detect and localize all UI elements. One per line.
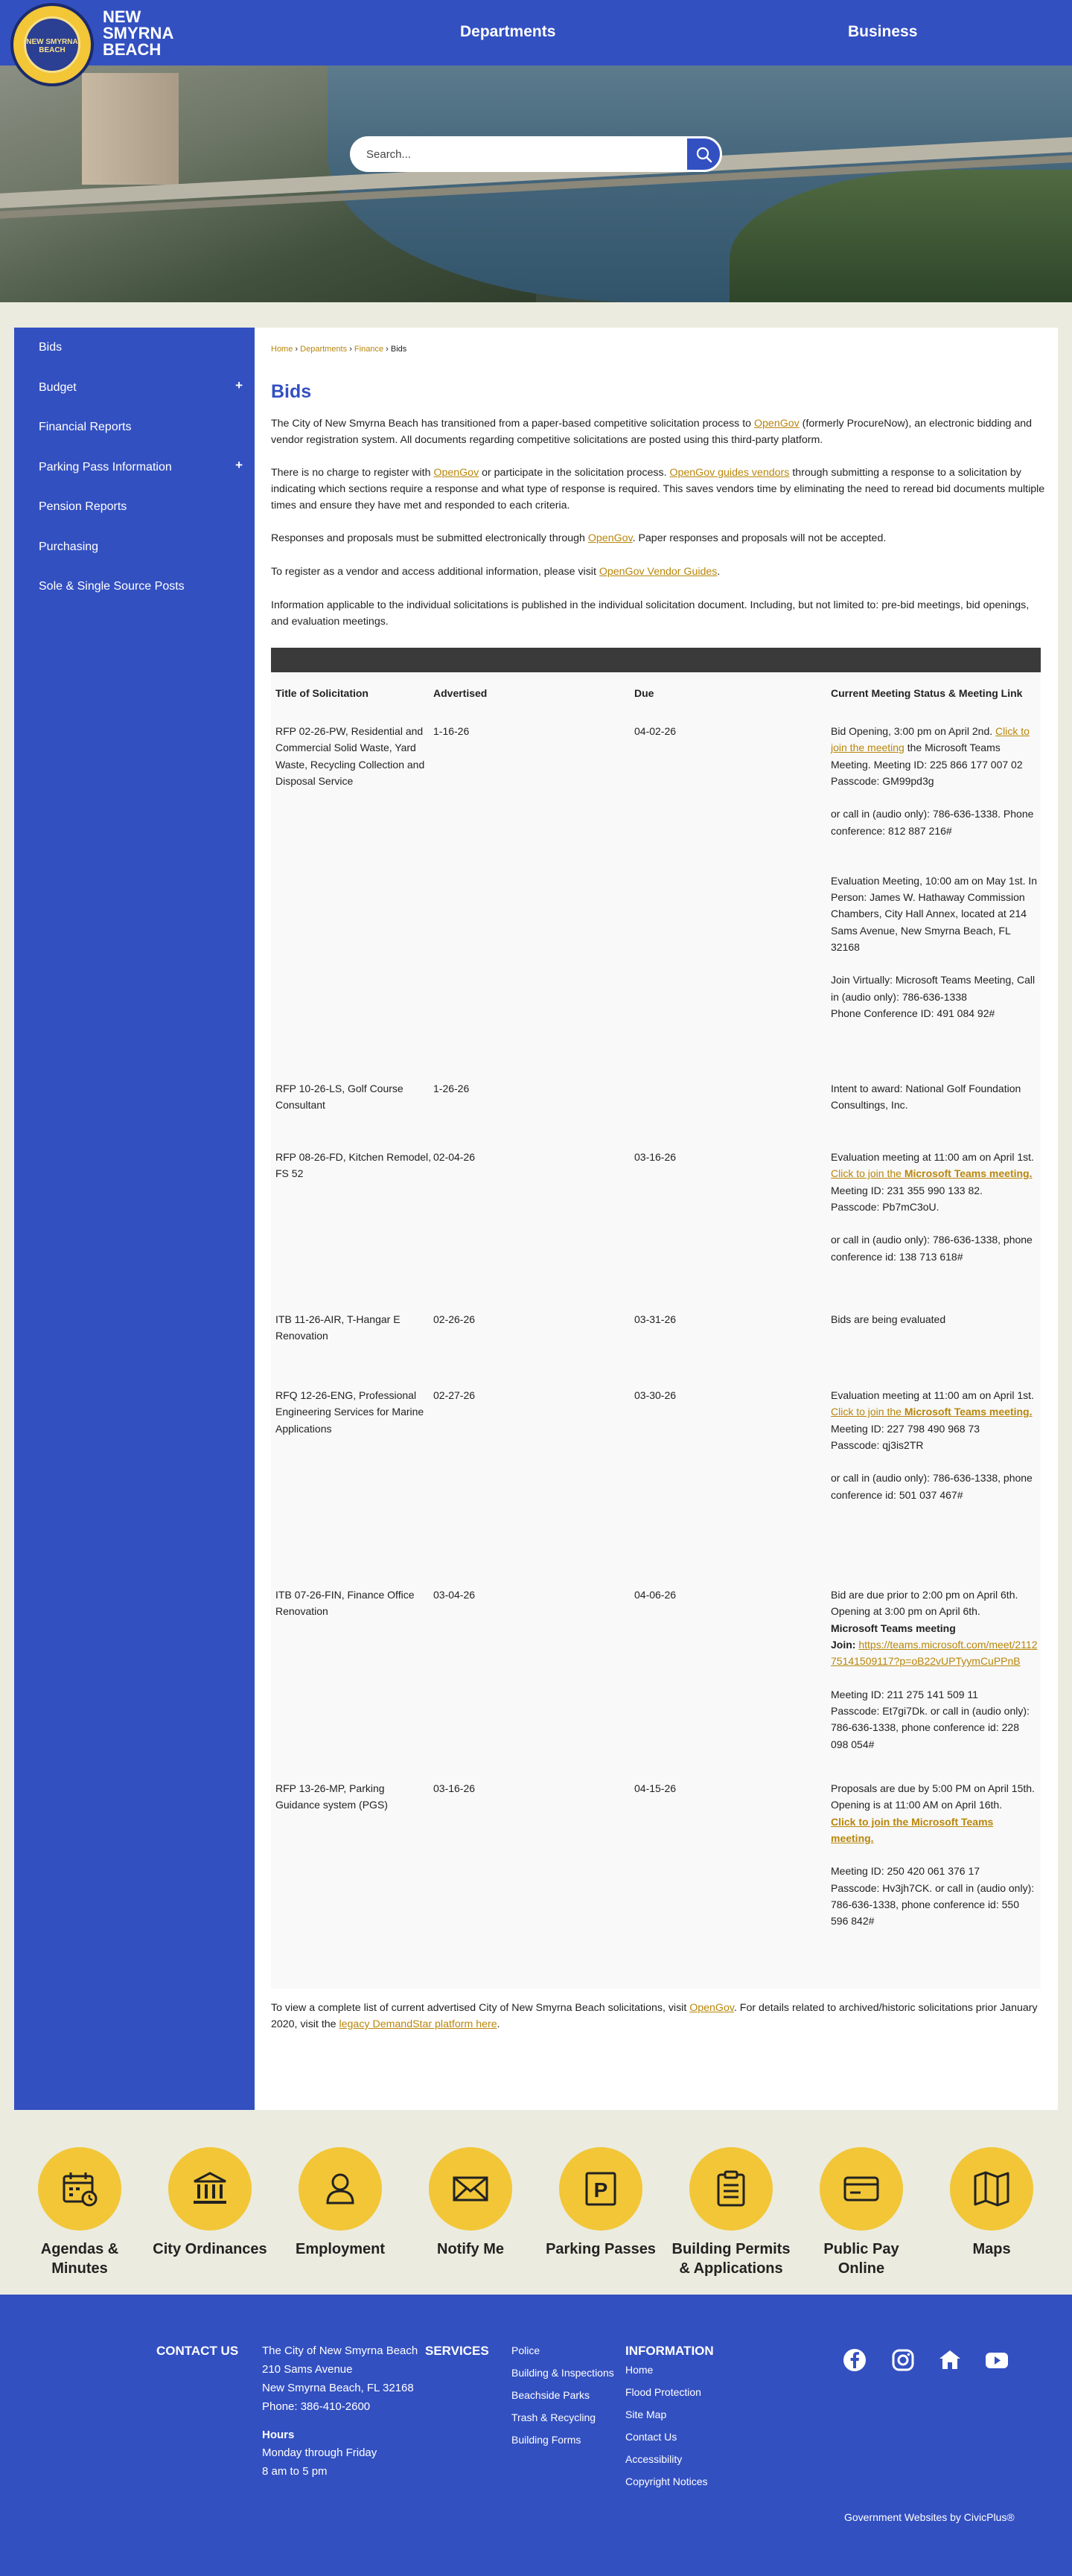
quicklink-label: Public Pay Online (823, 2241, 899, 2277)
opengov-link[interactable]: OpenGov (754, 418, 800, 430)
page-title: Bids (271, 381, 312, 402)
intro-paragraph (271, 415, 1045, 448)
text: Building Permits (671, 2241, 791, 2257)
text: Join: (831, 1638, 859, 1651)
hours-line: 8 am to 5 pm (262, 2465, 328, 2478)
footer-link-home[interactable]: Home (625, 2364, 654, 2376)
sidebar-item-label: Purchasing (39, 540, 99, 553)
breadcrumb-separator: › (295, 345, 299, 354)
text: . For details related to archived/historic solicitations prior January 2020, visit the (271, 2002, 1038, 2030)
text: Responses and proposals must be submitted electronically through (271, 532, 588, 544)
search-icon (696, 147, 712, 163)
due-date: 04-06-26 (634, 1589, 677, 1601)
text: Meeting ID: 231 355 990 133 82. (831, 1184, 983, 1196)
sidebar-item-pension-reports[interactable] (14, 487, 255, 527)
footer-link-police[interactable]: Police (511, 2344, 540, 2356)
parking-icon (582, 2170, 619, 2207)
text: Evaluation meeting at 11:00 am on April 1st. (831, 1151, 1034, 1163)
breadcrumb-separator: › (386, 345, 389, 354)
meeting-status (831, 723, 1038, 1021)
sidebar-item-bids[interactable] (14, 328, 255, 368)
sidebar-item-parking-pass[interactable] (14, 447, 255, 488)
text: . (717, 566, 721, 578)
quicklink-label (671, 2239, 791, 2278)
solicitation-title: ITB 07-26-FIN, Finance Office Renovation (275, 1589, 415, 1618)
sidebar-item-label: Bids (39, 341, 63, 354)
text: Evaluation meeting at 11:00 am on April 1st. (831, 1389, 1034, 1401)
join-meeting-link[interactable]: Click to join the (831, 1167, 904, 1180)
contact-line: 210 Sams Avenue (262, 2363, 353, 2376)
table-row (271, 1071, 1041, 1140)
due-date: 04-02-26 (634, 725, 677, 737)
text: (formerly ProcureNow), an electronic bidding and vendor registration system. All documents regarding competitive solicitations are posted using this third-party platform. (271, 418, 1032, 446)
advertised-date: 03-16-26 (433, 1782, 476, 1794)
demandstar-link[interactable]: legacy DemandStar platform here (339, 2018, 497, 2030)
content-panel (14, 328, 1058, 2110)
breadcrumb-home[interactable]: Home (271, 345, 293, 354)
quicklink-label (20, 2239, 139, 2278)
contact-phone[interactable]: Phone: 386-410-2600 (262, 2400, 371, 2413)
breadcrumb-finance[interactable]: Finance (354, 345, 384, 354)
quicklink-parking-passes[interactable] (541, 2147, 660, 2259)
text: Agendas & (40, 2241, 119, 2257)
services-heading: SERVICES (425, 2344, 489, 2358)
footer-link-contact-us[interactable]: Contact Us (625, 2431, 677, 2443)
facebook-icon[interactable] (842, 2347, 867, 2373)
contact-address (262, 2341, 418, 2416)
table-row (271, 1378, 1041, 1578)
table-row (271, 1578, 1041, 1771)
table-header-row (271, 672, 1041, 714)
text: Bid Opening, 3:00 pm on April 2nd. (831, 725, 996, 737)
text: Meeting ID: 211 275 141 509 11 (831, 1688, 978, 1700)
meeting-status (831, 1780, 1038, 1930)
join-meeting-link[interactable]: Click to join the meeting (831, 725, 1030, 754)
sidebar-item-financial-reports[interactable] (14, 407, 255, 447)
quicklink-building-permits[interactable] (671, 2147, 791, 2278)
contact-heading: CONTACT US (156, 2344, 239, 2358)
footer-link-beachside-parks[interactable]: Beachside Parks (511, 2389, 590, 2401)
meeting-status: Intent to award: National Golf Foundation Consultings, Inc. (831, 1083, 1021, 1112)
teams-meeting-link[interactable]: Microsoft Teams meeting. (904, 1167, 1033, 1180)
teams-meeting-link[interactable]: Microsoft Teams meeting. (904, 1406, 1033, 1418)
sidebar-item-label: Parking Pass Information (39, 460, 172, 474)
hours-heading: Hours (262, 2429, 295, 2441)
quicklink-maps[interactable] (932, 2147, 1051, 2259)
teams-url-link[interactable]: https://teams.microsoft.com/meet/211275141509117?p=oB22vUPTyymCuPPnB (831, 1638, 1038, 1668)
opengov-link[interactable]: OpenGov (587, 532, 633, 544)
text: Passcode: qj3is2TR (831, 1438, 924, 1451)
search-input[interactable] (350, 136, 685, 172)
quicklink-ordinances[interactable] (150, 2147, 269, 2259)
site-name-line: NEW (103, 7, 141, 26)
text: & Applications (679, 2260, 783, 2277)
svg-text:P: P (593, 2178, 608, 2202)
footer-link-building-forms[interactable]: Building Forms (511, 2434, 581, 2446)
text: the Microsoft Teams Meeting. Meeting ID: 225 866 177 007 02 (831, 742, 1023, 771)
quicklink-circle (38, 2147, 121, 2231)
quicklink-label: Parking Passes (546, 2241, 656, 2257)
quicklink-circle (820, 2147, 903, 2231)
seal-emblem (24, 16, 80, 73)
sidebar-item-label: Sole & Single Source Posts (39, 580, 185, 593)
sidebar-item-budget[interactable] (14, 368, 255, 408)
sidebar-item-label: Pension Reports (39, 500, 127, 513)
text: . (497, 2018, 500, 2030)
quicklink-circle (559, 2147, 642, 2231)
join-meeting-link[interactable]: Click to join the (831, 1406, 904, 1418)
text: There is no charge to register with (271, 467, 434, 479)
text: Minutes (51, 2260, 108, 2277)
table-row (271, 714, 1041, 1071)
opengov-vendor-guides-link[interactable]: OpenGov Vendor Guides (599, 566, 718, 578)
advertised-date: 02-26-26 (433, 1313, 476, 1325)
opengov-guides-link[interactable]: OpenGov guides vendors (669, 467, 790, 479)
solicitation-title: RFP 02-26-PW, Residential and Commercial Solid Waste, Yard Waste, Recycling Collection and Disposal Service (275, 725, 425, 787)
text: Passcode: Hv3jh7CK. or call in (audio only): 786-636-1338, phone conference id: 550 596 842# (831, 1881, 1035, 1928)
breadcrumb-separator: › (349, 345, 352, 354)
column-header: Due (634, 687, 654, 699)
contact-line: The City of New Smyrna Beach (262, 2344, 418, 2357)
text: Phone Conference ID: 491 084 92# (831, 1007, 995, 1020)
expand-plus-icon[interactable]: + (235, 457, 243, 472)
civicplus-credit[interactable]: Government Websites by CivicPlus® (844, 2511, 1015, 2523)
registration-paragraph (271, 465, 1045, 514)
opengov-link[interactable]: OpenGov (433, 467, 479, 479)
map-icon (973, 2170, 1010, 2207)
advertised-date: 1-16-26 (433, 725, 470, 737)
site-footer (0, 2295, 1072, 2576)
quicklink-label: Notify Me (437, 2241, 504, 2257)
meeting-status (831, 1149, 1038, 1265)
text: or participate in the solicitation process. (479, 467, 670, 479)
text: Microsoft Teams meeting (831, 1622, 956, 1634)
nextdoor-icon[interactable] (937, 2347, 963, 2373)
meeting-status: Bids are being evaluated (831, 1313, 946, 1325)
envelope-icon (452, 2170, 489, 2207)
calendar-icon (61, 2170, 98, 2207)
advertised-date: 03-04-26 (433, 1589, 476, 1601)
footer-link-accessibility[interactable]: Accessibility (625, 2453, 683, 2465)
advertised-date: 02-04-26 (433, 1151, 476, 1163)
hero-buildings (82, 73, 179, 185)
quicklink-label: Employment (295, 2241, 386, 2257)
table-row (271, 1771, 1041, 1989)
footer-link-trash-recycling[interactable]: Trash & Recycling (511, 2411, 596, 2423)
meeting-status (831, 1387, 1038, 1503)
search-button[interactable] (685, 136, 722, 172)
vendor-paragraph (271, 564, 1045, 580)
advertised-date: 02-27-26 (433, 1389, 476, 1401)
text: Meeting ID: 250 420 061 376 17 (831, 1865, 980, 1878)
text: through submitting a response to a solicitation by indicating which sections require a response and what type of response is required. This saves vendors time by eliminating the need to reread bid documents multiple times and ensure they have met and responded to each criteria. (271, 467, 1045, 511)
nav-business[interactable]: Business (848, 23, 918, 40)
table-row (271, 1302, 1041, 1378)
text: Bid are due prior to 2:00 pm on April 6th. Opening at 3:00 pm on April 6th. (831, 1589, 1018, 1618)
meeting-status (831, 1587, 1038, 1753)
site-header (0, 0, 1072, 66)
quicklink-agendas[interactable] (20, 2147, 139, 2278)
sidebar-item-sole-source[interactable] (14, 567, 255, 607)
text: Passcode: Et7gi7Dk. or call in (audio only): 786-636-1338, phone conference id: 228 098 054# (831, 1705, 1030, 1750)
person-icon (322, 2170, 359, 2207)
nav-departments[interactable]: Departments (460, 23, 556, 40)
info-paragraph: Information applicable to the individual solicitations is published in the individual solicitation document. Including, but not limited to: pre-bid meetings, bid openings, and evaluation meetings. (271, 599, 1030, 628)
site-name[interactable] (103, 9, 173, 58)
due-date: 03-16-26 (634, 1151, 677, 1163)
youtube-icon[interactable] (984, 2347, 1009, 2373)
breadcrumb (271, 345, 406, 354)
instagram-icon[interactable] (890, 2347, 916, 2373)
seal-text: NEW SMYRNA BEACH (26, 38, 78, 54)
hero-banner-image (0, 66, 1072, 302)
text: Join Virtually: Microsoft Teams Meeting, Call in (audio only): 786-636-1338 (831, 974, 1036, 1003)
text: . Paper responses and proposals will not be accepted. (632, 532, 887, 544)
hours-line: Monday through Friday (262, 2446, 377, 2459)
quicklink-label: City Ordinances (153, 2241, 267, 2257)
column-header: Current Meeting Status & Meeting Link (831, 687, 1023, 699)
city-seal-logo[interactable] (10, 3, 94, 86)
text: or call in (audio only): 786-636-1338, phone conference id: 501 037 467# (831, 1472, 1033, 1501)
text: To view a complete list of current advertised City of New Smyrna Beach solicitations, visit (271, 2002, 690, 2014)
column-header: Title of Solicitation (275, 687, 368, 699)
sidebar-nav (14, 328, 255, 2110)
quicklink-circle (429, 2147, 512, 2231)
hours-text (262, 2443, 377, 2481)
solicitation-title: RFP 10-26-LS, Golf Course Consultant (275, 1083, 403, 1112)
government-building-icon (191, 2170, 229, 2207)
breadcrumb-current: Bids (390, 345, 407, 354)
footer-link-site-map[interactable]: Site Map (625, 2408, 667, 2420)
site-name-line: BEACH (103, 40, 162, 59)
quicklink-circle (950, 2147, 1033, 2231)
text: Evaluation Meeting, 10:00 am on May 1st. In Person: James W. Hathaway Commission Chambers, City Hall Annex, located at 214 Sams Avenue, New Smyrna Beach, FL 32168 (831, 874, 1038, 953)
text: Passcode: Pb7mC3oU. (831, 1200, 939, 1213)
submission-paragraph (271, 530, 1045, 546)
due-date: 04-15-26 (634, 1782, 677, 1794)
text: The City of New Smyrna Beach has transitioned from a paper-based competitive solicitation process to (271, 418, 754, 430)
clipboard-icon (712, 2170, 750, 2207)
sidebar-item-label: Budget (39, 380, 77, 394)
text: Passcode: GM99pd3g (831, 774, 934, 787)
footer-link-copyright[interactable]: Copyright Notices (625, 2475, 708, 2487)
text: or call in (audio only): 786-636-1338, phone conference id: 138 713 618# (831, 1234, 1033, 1263)
opengov-link[interactable]: OpenGov (689, 2002, 734, 2014)
solicitation-title: ITB 11-26-AIR, T-Hangar E Renovation (275, 1313, 401, 1342)
expand-plus-icon[interactable]: + (235, 377, 243, 392)
contact-line: New Smyrna Beach, FL 32168 (262, 2382, 414, 2394)
footer-link-flood-protection[interactable]: Flood Protection (625, 2386, 701, 2398)
breadcrumb-departments[interactable]: Departments (300, 345, 348, 354)
solicitation-title: RFQ 12-26-ENG, Professional Engineering Services for Marine Applications (275, 1389, 424, 1435)
search-box (350, 136, 685, 172)
quicklink-circle (689, 2147, 773, 2231)
credit-card-icon (843, 2170, 880, 2207)
quicklink-public-pay[interactable] (802, 2147, 921, 2278)
text: Proposals are due by 5:00 PM on April 15th. Opening is at 11:00 AM on April 16th. (831, 1782, 1035, 1811)
due-date: 03-31-26 (634, 1313, 677, 1325)
table-row (271, 1140, 1041, 1302)
solicitation-title: RFP 13-26-MP, Parking Guidance system (PGS) (275, 1782, 388, 1811)
quicklink-label: Maps (972, 2241, 1011, 2257)
quicklink-employment[interactable] (281, 2147, 400, 2259)
bids-table (271, 648, 1041, 1989)
table-top-bar (271, 648, 1041, 672)
sidebar-item-label: Financial Reports (39, 421, 132, 433)
quicklink-notify-me[interactable] (411, 2147, 530, 2259)
column-header: Advertised (433, 687, 488, 699)
text: To register as a vendor and access additional information, please visit (271, 566, 599, 578)
quicklink-circle (168, 2147, 252, 2231)
advertised-date: 1-26-26 (433, 1083, 470, 1094)
teams-meeting-link[interactable]: Click to join the Microsoft Teams meeting. (831, 1815, 994, 1844)
site-name-line: SMYRNA (103, 24, 174, 42)
solicitation-title: RFP 08-26-FD, Kitchen Remodel, FS 52 (275, 1151, 432, 1180)
information-heading: INFORMATION (625, 2344, 714, 2358)
text: Meeting ID: 227 798 490 968 73 (831, 1422, 980, 1435)
quicklink-circle (299, 2147, 382, 2231)
due-date: 03-30-26 (634, 1389, 677, 1401)
text: or call in (audio only): 786-636-1338. Phone conference: 812 887 216# (831, 808, 1034, 837)
solicitations-footnote (271, 2000, 1045, 2033)
footer-link-building-inspections[interactable]: Building & Inspections (511, 2367, 614, 2379)
sidebar-item-purchasing[interactable] (14, 527, 255, 567)
